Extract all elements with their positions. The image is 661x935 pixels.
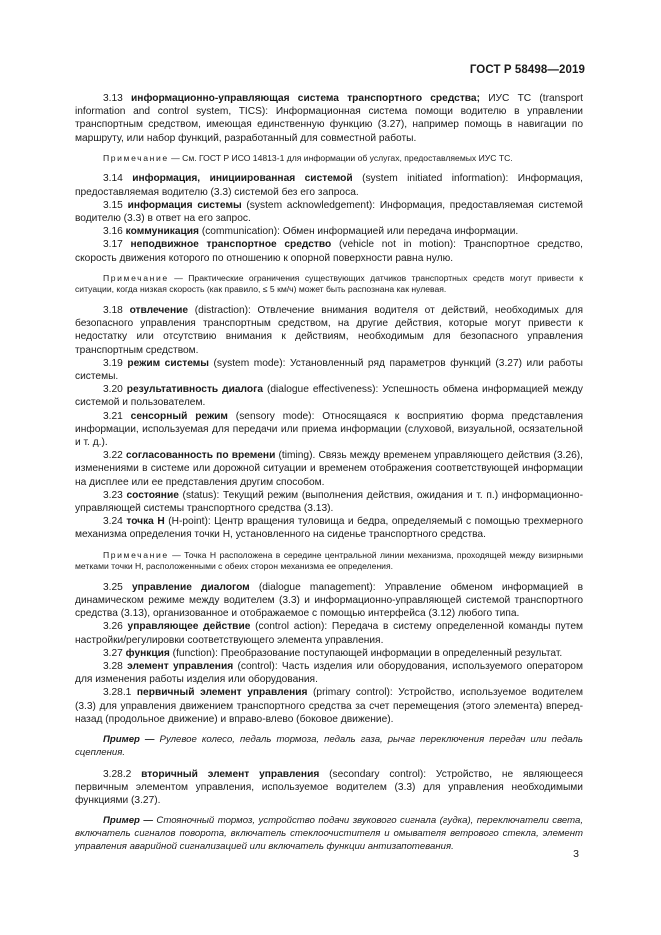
term-definition [75,357,583,383]
term-name: отвлечение [129,305,189,317]
term-name: согласованность по времени [126,450,276,462]
term-definition [75,238,583,264]
term-definition [75,304,583,357]
term-name: неподвижное транспортное средство [130,239,332,251]
term-text: (system acknowledgement): Информация, предоставляемая системой водителю (3.3) в ответ на его запрос. [75,199,583,225]
term-text: (system mode): Установленный ряд параметров функций (3.27) или работы системы. [75,357,583,383]
term-name: информация, инициированная системой [132,173,353,185]
term-definition [75,383,583,409]
term-name: точка H [126,516,165,528]
term-text: (control action): Передача в систему определенной команды путем настройки/регулировки соответствующего элемента управления. [75,621,583,646]
term-name: первичный элемент управления [136,687,308,699]
term-text: (function): Преобразование поступающей информации в определенный результат. [169,647,563,659]
note-text: — См. ГОСТ Р ИСО 14813-1 для информации об услугах, предоставляемых ИУС ТС. [168,152,513,163]
term-definition [75,660,583,686]
term-definition [75,489,583,515]
note [75,273,583,296]
term-number: 3.23 [103,489,123,501]
term-name: режим системы [127,357,210,369]
term-definition [75,225,583,238]
term-name: элемент управления [127,661,234,673]
term-text: (distraction): Отвлечение внимания водителя от действий, необходимых для безопасного управления транспортным средством, на другие действия, которые могут привести к недостатку или отсутствию внимания к действиям, необходимым для безопасного управления транспортным средством. [75,305,583,356]
term-number: 3.28.1 [103,687,132,699]
term-number: 3.17 [103,239,123,251]
note-text: — Практические ограничения существующих датчиков транспортных средств могут привести к ситуации, когда низкая скорость (как правило, ≤ 5 км/ч) может быть распознана как нулевая. [75,272,583,295]
term-definition [75,92,583,145]
term-number: 3.25 [103,581,123,593]
term-number: 3.27 [103,647,123,659]
term-definition [75,515,583,541]
term-name: управление диалогом [131,581,250,593]
note [75,550,583,573]
note [75,153,583,165]
term-text: (sensory mode): Относящаяся к восприятию форма представления информации, используемая для передачи или приема информации (слуховой, визуальной, осязательной и т. д.). [75,410,583,449]
term-number: 3.21 [103,410,123,422]
term-number: 3.14 [103,173,123,185]
page-number: 3 [573,848,579,860]
term-number: 3.16 [103,226,123,238]
term-definition [75,172,583,198]
term-name: функция [125,647,170,659]
term-definition [75,686,583,726]
example-label: Пример — [103,815,153,827]
term-name: сенсорный режим [130,410,228,422]
standard-designation: ГОСТ Р 58498—2019 [469,64,585,76]
example-text: Рулевое колесо, педаль тормоза, педаль газа, рычаг переключения передач или педаль сцепления. [75,734,583,758]
term-number: 3.15 [103,199,123,211]
term-definition [75,199,583,225]
term-definition [75,449,583,489]
term-text: (dialogue effectiveness): Успешность обмена информацией между системой и пользователем. [75,384,583,409]
term-number: 3.28.2 [103,768,132,780]
term-number: 3.19 [103,357,123,369]
term-text: (communication): Обмен информацией или передача информации. [198,226,519,238]
example-text: Стояночный тормоз, устройство подачи звукового сигнала (гудка), переключатели света, включатель сигналов поворота, включатель стеклоочистителя и омывателя ветрового стекла, элемент управления аварийной сигнализацией или включатель функции антизапотевания. [75,815,583,852]
term-text: (dialogue management): Управление обменом информацией в динамическом режиме между водителем (3.3) и информационно-управляющей системой транспортного средства (3.13), организованное и отображаемое с помощью интерфейса (3.12) любого типа. [75,581,583,620]
example [75,734,583,760]
example [75,815,583,853]
term-text: (secondary control): Устройство, не являющееся первичным элементом управления, используемое водителем (3.3) для управления необходимыми функциями (3.27). [75,768,583,807]
term-name: состояние [126,489,179,501]
note-label: Примечание [103,152,169,163]
document-body [75,92,583,854]
term-text: ИУС ТС (transport information and control system, TICS): Информационная система помощи водителю в управлении транспортным средством, имеющая единственную функцию (3.27), например помощь в навигации по маршруту, или набор функций, разработанный для совместной работы. [75,93,583,144]
term-definition [75,581,583,621]
term-number: 3.22 [103,450,123,462]
term-definition [75,768,583,808]
note-label: Примечание [103,549,169,560]
term-name: коммуникация [125,226,199,238]
example-label: Пример — [103,734,155,746]
term-number: 3.18 [103,305,123,317]
term-number: 3.20 [103,384,123,396]
term-name: вторичный элемент управления [141,768,320,780]
term-number: 3.13 [103,93,123,104]
term-text: (H-point): Центр вращения туловища и бедра, определяемый с помощью трехмерного механизма определения точки H, установленного на сиденье транспортного средства. [75,516,583,541]
term-text: (timing). Связь между временем управляющего действия (3.26), изменениями в системе или дорожной ситуации и временем отображения соответствующей информации на дисплее или ее представления другим способом. [75,450,583,488]
term-definition [75,647,583,660]
term-text: (primary control): Устройство, используемое водителем (3.3) для управления движением транспортного средства за счет перемещения (этого элемента) вперед-назад (продольное движение) и вправо-влево (боковое движение). [75,687,583,725]
term-number: 3.24 [103,516,123,528]
term-text: (system initiated information): Информация, предоставляемая водителю (3.3) системой без его запроса. [75,173,583,198]
term-number: 3.28 [103,661,123,673]
note-text: — Точка H расположена в середине центральной линии механизма, проходящей между визирными метками точки H, расположенными с обеих сторон механизма ее определения. [75,549,583,572]
term-name: результативность диалога [126,384,264,396]
term-definition [75,410,583,450]
term-text: (control): Часть изделия или оборудования, используемого оператором для изменения работы изделия или оборудования. [75,661,583,686]
note-label: Примечание [103,272,169,283]
term-text: (vehicle not in motion): Транспортное средство, скорость движения которого по отношению к опорной поверхности равна нулю. [75,239,583,264]
term-text: (status): Текущий режим (выполнения действия, ожидания и т. п.) информационно-управляющей системы транспортного средства (3.13). [75,489,583,515]
term-number: 3.26 [103,621,123,633]
term-name: управляющее действие [127,621,251,633]
term-name: информация системы [127,199,242,211]
term-name: информационно-управляющая система транспортного средства; [131,93,480,104]
term-definition [75,620,583,646]
